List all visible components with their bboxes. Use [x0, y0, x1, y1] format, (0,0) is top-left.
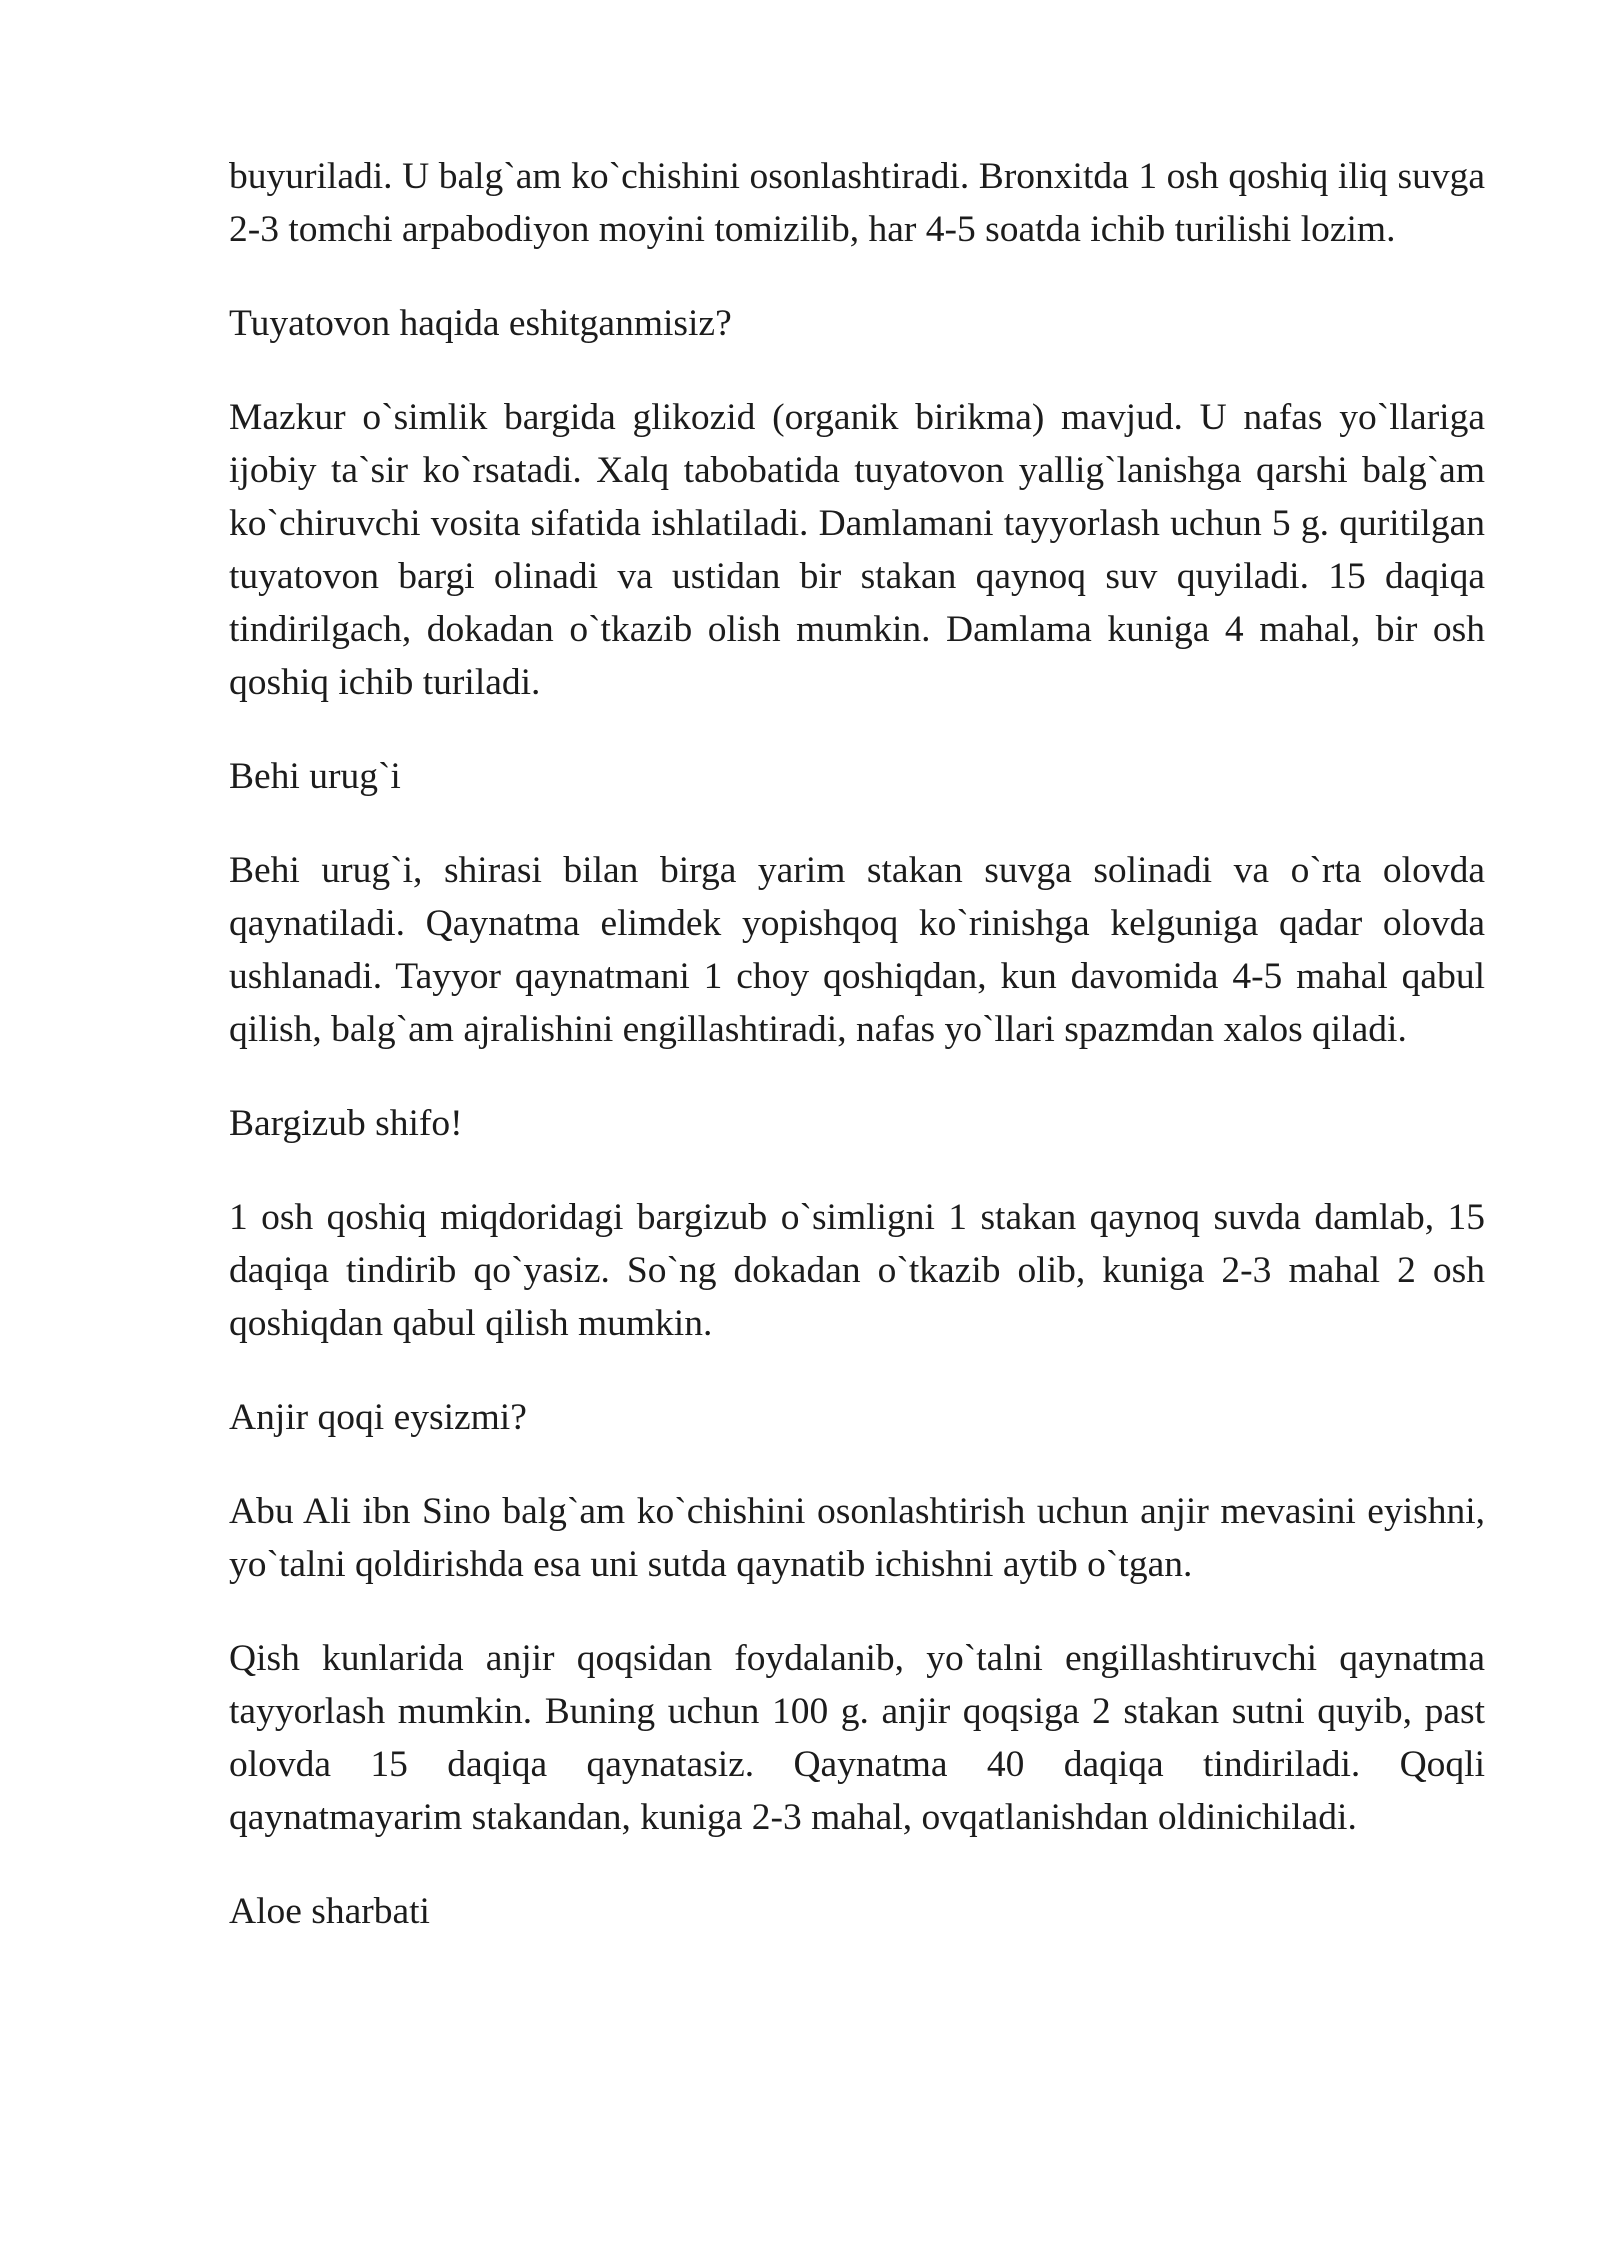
paragraph-tuyatovon: Mazkur o`simlik bargida glikozid (organik birikma) mavjud. U nafas yo`llariga ijobiy ta`sir ko`rsatadi. Xalq tabobatida tuyatovon yallig`lanishga qarshi balg`am ko`chiruvchi vosita sifatida ishlatiladi. Damlamani tayyorlash uchun 5 g. quritilgan tuyatovon bargi olinadi va ustidan bir stakan qaynoq suv quyiladi. 15 daqiqa tindirilgach, dokadan o`tkazib olish mumkin. Damlama kuniga 4 mahal, bir osh qoshiq ichib turiladi.: [229, 397, 1485, 703]
paragraph-bargizub: 1 osh qoshiq miqdoridagi bargizub o`simligni 1 stakan qaynoq suvda damlab, 15 daqiqa tindirib qo`yasiz. So`ng dokadan o`tkazib olib, kuniga 2-3 mahal 2 osh qoshiqdan qabul qilish mumkin.: [229, 1197, 1485, 1344]
paragraph-anjir-qaynatma: Qish kunlarida anjir qoqsidan foydalanib, yo`talni engillashtiruvchi qaynatma tayyorlash mumkin. Buning uchun 100 g. anjir qoqsiga 2 stakan sutni quyib, past olovda 15 daqiqa qaynatasiz. Qaynatma 40 daqiqa tindiriladi. Qoqli qaynatmayarim stakandan, kuniga 2-3 mahal, ovqatlanishdan oldinichiladi.: [229, 1638, 1485, 1838]
heading-aloe-sharbati: Aloe sharbati: [229, 1891, 430, 1932]
heading-anjir-qoqi: Anjir qoqi eysizmi?: [229, 1397, 527, 1438]
heading-bargizub: Bargizub shifo!: [229, 1103, 463, 1144]
paragraph-ibn-sino: Abu Ali ibn Sino balg`am ko`chishini osonlashtirish uchun anjir mevasini eyishni, yo`talni qoldirishda esa uni sutda qaynatib ichishni aytib o`tgan.: [229, 1491, 1485, 1585]
document-body: [229, 150, 1485, 1979]
paragraph-behi-urugi: Behi urug`i, shirasi bilan birga yarim stakan suvga solinadi va o`rta olovda qaynatiladi. Qaynatma elimdek yopishqoq ko`rinishga kelguniga qadar olovda ushlanadi. Tayyor qaynatmani 1 choy qoshiqdan, kun davomida 4-5 mahal qabul qilish, balg`am ajralishini engillashtiradi, nafas yo`llari spazmdan xalos qiladi.: [229, 850, 1485, 1050]
heading-behi-urugi: Behi urug`i: [229, 756, 401, 797]
paragraph-bronxit-remedy: buyuriladi. U balg`am ko`chishini osonlashtiradi. Bronxitda 1 osh qoshiq iliq suvga 2-3 tomchi arpabodiyon moyini tomizilib, har 4-5 soatda ichib turilishi lozim.: [229, 156, 1485, 250]
heading-tuyatovon: Tuyatovon haqida eshitganmisiz?: [229, 303, 732, 344]
